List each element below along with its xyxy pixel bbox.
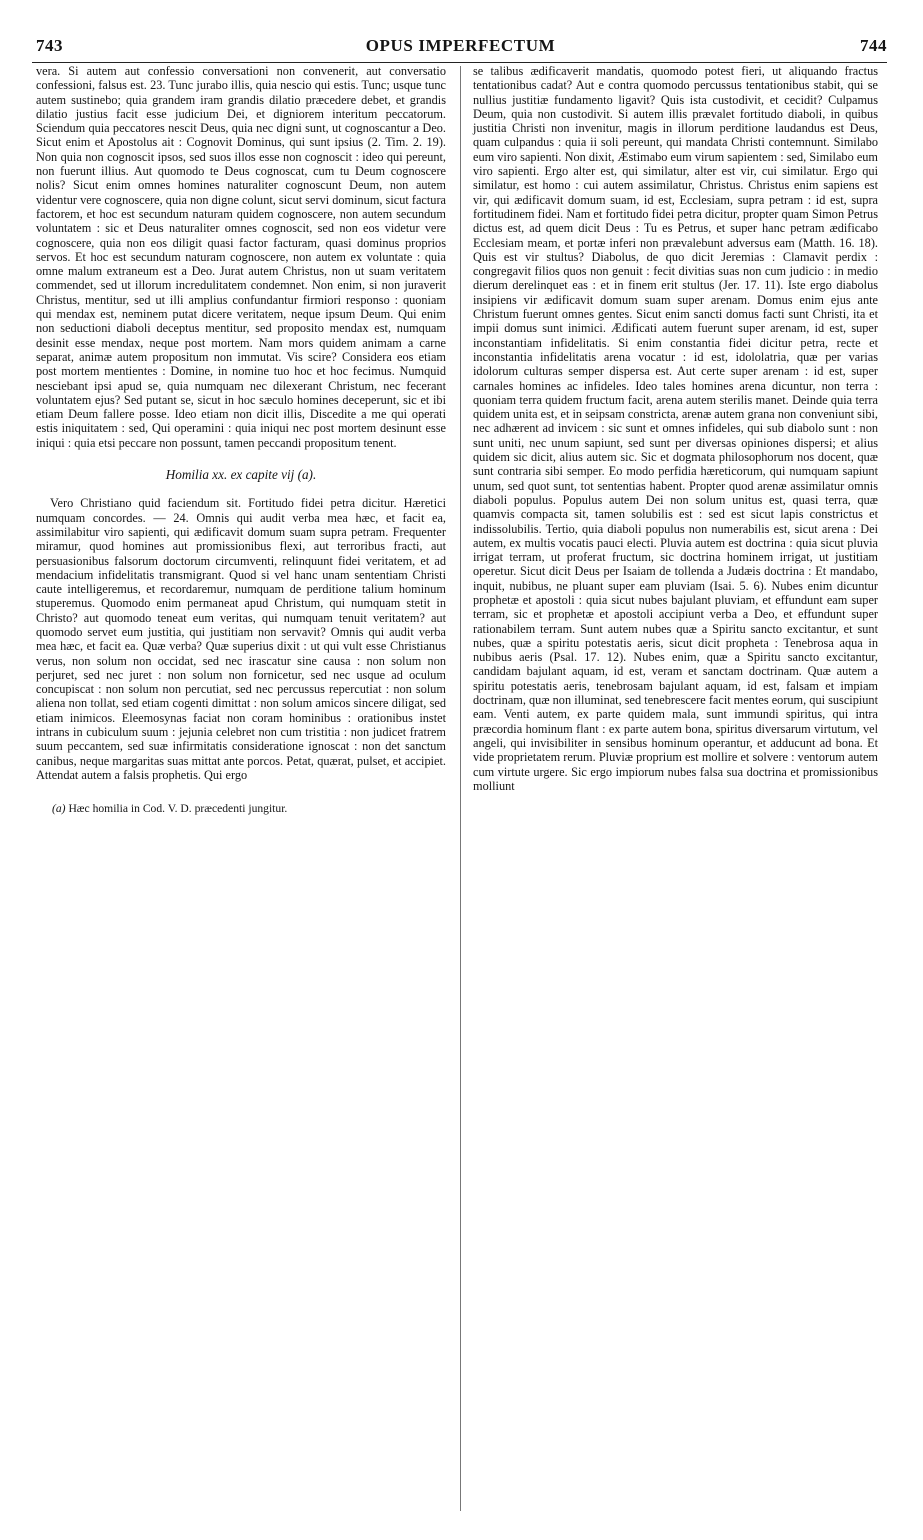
left-column — [36, 64, 446, 817]
left-paragraph-2: Vero Christiano quid faciendum sit. Fortitudo fidei petra dicitur. Hæretici numquam concordes. — 24. Omnis qui audit verba mea hæc, et facit ea, assimilabitur viro sapienti, qui ædificavit domum suam supra petram. Frequenter miramur, quod homines aut promissionibus flexi, aut terroribus fracti, aut persuasionibus falsorum doctorum circumventi, relinquunt fidei veritatem, et ad mendacium infidelitatis transmigrant. Quod si vel hanc unam sententiam Christi caute intelligeremus, et recordaremur, numquam de perditione talium hominum stuperemus. Quomodo enim permaneat apud Christum, qui numquam stetit in Christo? aut quomodo teneat eum veritas, qui numquam tenuit veritatem? aut quomodo servet eum justitia, qui justitiam non servavit? Omnis qui audit verba mea hæc, et facit ea. Quæ verba? Quæ superius dixit : ut qui vult esse Christianus verus, non solum non occidat, sed nec irascatur sine causa : non solum non perjuret, sed nec juret : non solum non fornicetur, sed nec usque ad oculum concupiscat : non solum non percutiat, sed nec percussus repercutiat : non solum aliena non tollat, sed etiam cogenti dimittat : non solum amicos sincere diligat, sed etiam inimicos. Eleemosynas faciat non coram hominibus : orationibus instet intrans in cubiculum suum : jejunia celebret non cum tristitia : non judicet fratrem suum peccantem, sed suæ infirmitatis consideratione ignoscat : non det sanctum canibus, neque margaritas suas mittat ante porcos. Petat, quærat, pulset, et accipiet. Attendat autem a falsis prophetis. Qui ergo — [36, 496, 446, 782]
header-rule — [32, 62, 887, 63]
page-number-left: 743 — [36, 36, 63, 55]
left-paragraph-1: vera. Si autem aut confessio conversationi non convenerit, aut conversatio confessioni, falsus est. 23. Tunc jurabo illis, quia nescio qui estis. Tunc; usque tunc autem sustinebo; quia grandem iram grandis dilatio præcedere debet, et grandis dilatio justius facit esse judicium Dei, et digniorem interitum peccatorum. Sciendum quia peccatores nescit Deus, quia nec digni sunt, ut cognoscantur a Deo. Sicut enim et Apostolus ait : Cognovit Dominus, qui sunt ipsius (2. Tim. 2. 19). Non quia non cognoscit ipsos, sed suos illos esse non cognoscit : ideo qui pereunt, non fuerunt illius. Aut quomodo te Deus cognoscat, cum tu Deum cognoscere nolis? Sicut enim omnes homines naturaliter cognoscunt Deum, non autem videntur vere cognoscere, quia non digne colunt, sicut servi dominum, sicut factura factorem, et hoc est secundum naturam quidem cognoscere, non autem secundum voluntatem : sic et Deus naturaliter omnes cognoscit, sed non eos videtur vere cognoscere, quia non eos diligit quasi factor facturam, quasi dominus proprios servos. Et hoc est secundum naturam cognoscere, non autem ex voluntate : quia omne malum extraneum est a Deo. Jurat autem Christus, non ut suam veritatem commendet, sed ut illorum incredulitatem condemnet. Non enim, si non juraverit Christus, mentitur, sed ut illi amplius confundantur firmiori responso : quoniam qui mendax est, neminem putat dicere veritatem, neque ipsum Deum. Qui enim non seductioni diaboli deceptus mentitur, sed proposito mendax est, numquam desinit esse mendax, neque post mortem. Nam mors quidem animam a carne separat, animæ autem propositum non immutat. Vis scire? Considera eos etiam post mortem mentientes : Domine, in nomine tuo hoc et hoc fecimus. Numquid nesciebant ipsi apud se, quia numquam nec dilexerant Christum, nec fecerant voluntatem ejus? Sed putant se, sicut in hoc sæculo homines deceperunt, sic et ibi etiam Deum fallere posse. Ideo etiam non dicit illis, Discedite a me qui operati estis iniquitatem : sed, Qui operamini : quia iniqui nec post mortem desinunt esse iniqui : quia etsi peccare non possunt, tamen peccandi propositum tenent. — [36, 64, 446, 450]
footnote-text: Hæc homilia in Cod. V. D. præcedenti jungitur. — [68, 802, 288, 816]
page-number-right: 744 — [860, 36, 887, 55]
right-column — [473, 64, 878, 793]
right-paragraph-1: se talibus ædificaverit mandatis, quomodo potest fieri, ut aliquando fractus tentationibus cadat? Aut e contra quomodo percussus tentationibus stabit, qui se nullius justitiæ fundamento ligavit? Quis ista custodivit, et cecidit? Culpamus Deum, quia non custodivit. Si autem illis prævalet fortitudo diaboli, in quibus justitia Christi non invenitur, magis in illorum perditione laudandus est Deus, quam culpandus : quia ii soli pereunt, qui mandata Christi contemnunt. Similabo eum viro sapienti. Non dixit, Æstimabo eum virum sapientem : sed, Similabo eum viro sapienti. Ergo alter est, qui similatur, alter est vir, cui similatur. Ergo qui similatur, est homo : cui autem assimilatur, Christus. Christus enim sapiens est vir, qui ædificavit domum suam, id est, Ecclesiam, supra petram : id est, supra fortitudinem fidei. Nam et fortitudo fidei petra dicitur, propter quam Simon Petrus dictus est, ad quem dicit Deus : Tu es Petrus, et super hanc petram ædificabo Ecclesiam meam, et portæ inferi non prævalebunt adversus eam (Matth. 16. 18). Quis est vir stultus? Diabolus, de quo dicit Jeremias : Clamavit perdix : congregavit filios quos non genuit : fecit divitias suas non cum judicio : in medio dierum derelinquet eas : et in finem erit stultus (Jer. 17. 11). Iste ergo diabolus insipiens vir ædificavit domum suam super arenam. Domus enim ejus ante Christum fuerunt omnes gentes. Sicut enim sancti domus facti sunt Christi, ita et impii domus sunt inimici. Ædificati autem fuerunt super arenam, id est, super inconstantiam infidelitatis. Si enim constantia fidei dicitur petra, recte et inconstantia infidelitatis arena vocatur : id est, idololatria, quæ per varias idolorum culturas semper dispersa est. Aut certe super arenam : id est, super carnales homines ac infideles. Ideo tales homines arena dicuntur, non terra : quoniam terra quidem fructum facit, arena autem sterilis manet. Deinde quia terra quidem unita est, et in seipsam constricta, arenæ autem grana non conveniunt sibi, nec adhærent ad invicem : sic sunt et omnes infideles, qui sub diabolo sunt : non sunt uniti, nec unum sapiunt, sed sunt per diversas opiniones dispersi; et alius quidem sic dicit, alius autem sic. Sic et dogmata philosophorum nos docent, quæ sunt contraria sibi semper. Eo modo perfidia hæreticorum, qui numquam sapiunt unum, sed quot sunt, tot sententias habent. Propter quod arenæ assimilatur omnis diaboli populus. Populus autem Dei non solum unitus est, quasi terra, quæ quamvis compacta sit, tamen solubilis est : sed est sicut lapis constrictus et indissolubilis. Tertio, quia diaboli populus non numerabilis est, sicut arena : Dei autem, ex multis vocatis pauci electi. Pluvia autem est doctrina : quia sicut pluvia irrigat terram, ut proferat fructum, sic doctrina hominem irrigat, ut justitiam operetur. Sicut dicit Deus per Isaiam de tollenda a Judæis doctrina : Et mandabo, inquit, nubibus, ne pluant super eam pluviam (Isai. 5. 6). Nubes enim dicuntur prophetæ et apostoli : quia sicut nubes bajulant pluviam, et effundunt eam super terram, sic et prophetæ et apostoli accipiunt verba a Deo, et effundunt super rationabilem terram. Sunt autem nubes quæ a Spiritu sancto excitantur, et sunt nubes, quæ a spiritu potestatis aeris, sicut dicit propheta : Tenebrosa aqua in nubibus aeris (Psal. 17. 12). Nubes enim, quæ a Spiritu sancto excitantur, candidam bajulant aquam, id est, veram et sanctam doctrinam. Quæ autem a spiritu potestatis aeris, tenebrosam bajulant aquam, id est, falsam et impiam doctrinam, quæ non illuminat, sed tenebrescere facit mentes eorum, qui suscipiunt eam. Venti autem, ex parte quidem mala, sunt immundi spiritus, qui intra præcordia hominum flant : ex parte autem bona, spiritus diversarum virtutum, vel angeli, qui invisibiliter in sensibus hominum operantur, et adducunt ad bona. Et vide proprietatem rerum. Pluviæ proprium est mollire et solvere : ventorum autem cum virtute urgere. Sic ergo impiorum nubes falsa sua doctrina et promissionibus molliunt — [473, 64, 878, 793]
footnote-label: (a) — [52, 802, 66, 816]
column-divider — [460, 66, 461, 1511]
footnote — [36, 802, 446, 816]
running-title: OPUS IMPERFECTUM — [365, 36, 556, 55]
homily-heading: Homilia xx. ex capite vij (a). — [165, 467, 317, 483]
page-header — [30, 36, 891, 60]
